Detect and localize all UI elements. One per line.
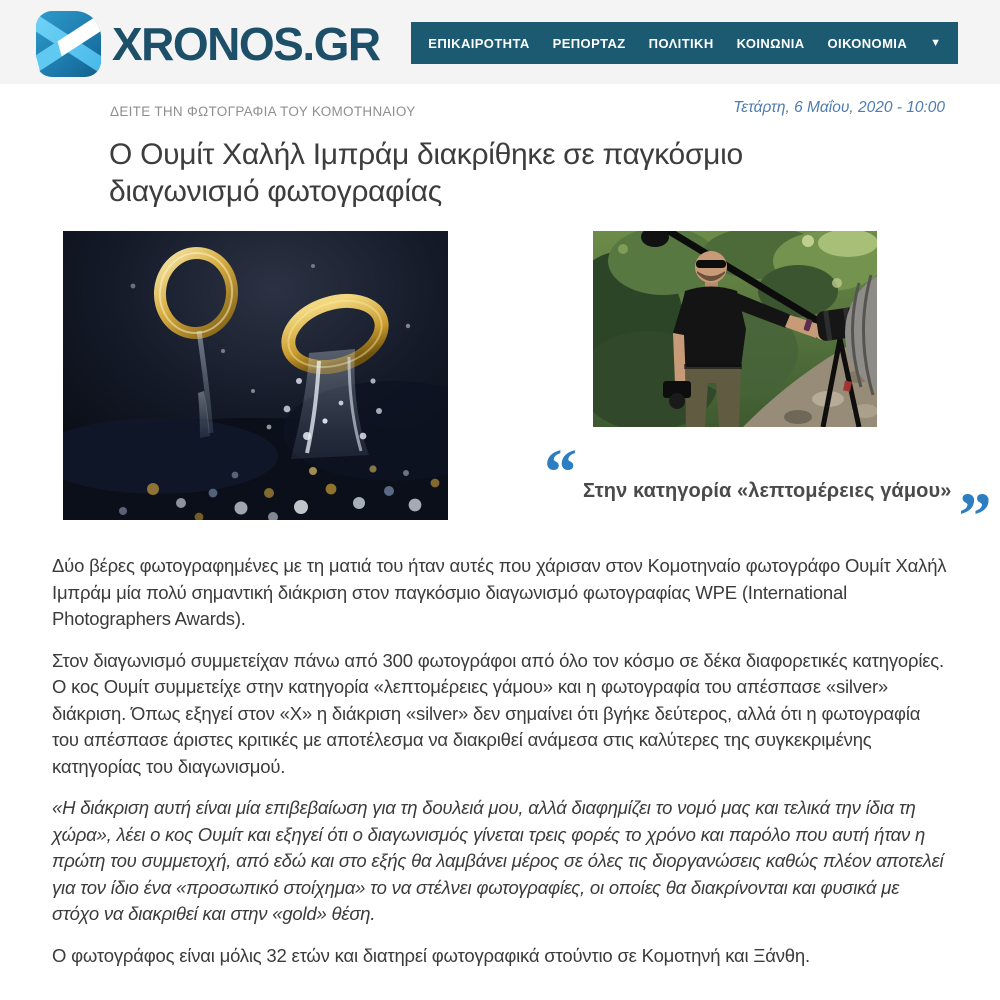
paragraph-3-quote: «Η διάκριση αυτή είναι μία επιβεβαίωση για τη δουλειά μου, αλλά διαφημίζει το νομό μας και τελικά την ίδια τη χώρα», λέει ο κος Ουμίτ και εξηγεί ότι ο διαγωνισμός γίνεται τρεις φορές το χρόνο και παρόλο που αυτή ήταν η πρώτη του συμμετοχή, από εδώ και στο εξής θα λαμβάνει μέρος σε όλες τις διοργανώσεις καθώς πλέον αποτελεί για τον ίδιο ένα «προσωπικό στοίχημα» το να στέλνει φωτογραφίες, οι οποίες θα διακρίνονται και φυσικά με στόχο να διακριθεί και στην «gold» θέση. [52,797,944,924]
close-quote-icon: ” [958,480,992,553]
nav-item-epikairotita[interactable]: ΕΠΙΚΑΙΡΟΤΗΤΑ [428,35,530,51]
article-date: Τετάρτη, 6 Μαΐου, 2020 - 10:00 [733,99,945,116]
article-kicker: ΔΕΙΤΕ ΤΗΝ ΦΩΤΟΓΡΑΦΙΑ ΤΟΥ ΚΟΜΟΤΗΝΑΙΟΥ [110,104,416,119]
paragraph-2: Στον διαγωνισμό συμμετείχαν πάνω από 300 φωτογράφοι από όλο τον κόσμο σε δέκα διαφορετικές κατηγορίες. Ο κος Ουμίτ συμμετείχε στην κατηγορία «λεπτομέρειες γάμου» και η φωτογραφία του απέσπασε «silver» διάκριση. Όπως εξηγεί στον «Χ» η διάκριση «silver» δεν σημαίνει ότι βγήκε δεύτερος, αλλά ότι η φωτογραφία του απέσπασε άριστες κριτικές με αποτέλεσμα να διακριθεί ανάμεσα στις καλύτερες της συγκεκριμένης κατηγορίας του διαγωνισμού. [52,649,944,777]
site-logo[interactable] [36,11,380,77]
paragraph-4: Ο φωτογράφος είναι μόλις 32 ετών και διατηρεί φωτογραφικά στούντιο σε Κομοτηνή και Ξάνθη. [52,944,810,966]
nav-item-oikonomia[interactable]: ΟΙΚΟΝΟΜΙΑ [827,35,908,51]
photographer-illustration [593,231,877,427]
nav-item-koinonia[interactable]: ΚΟΙΝΩΝΙΑ [736,35,805,51]
pull-quote [544,436,992,553]
article-title: Ο Ουμίτ Χαλήλ Ιμπράμ διακρίθηκε σε παγκόσμιο διαγωνισμό φωτογραφίας [109,138,743,208]
wedding-rings-illustration [63,231,448,520]
wedding-rings-photo [63,231,448,520]
open-quote-icon: “ [544,436,577,509]
nav-item-reportaz[interactable]: ΡΕΠΟΡΤΑΖ [552,35,626,51]
main-nav [411,22,958,64]
xronos-logo-icon [36,11,101,77]
logo-text: XRONOS.GR [112,18,380,70]
photographer-photo [593,231,877,427]
chevron-down-icon[interactable]: ▼ [930,36,941,49]
article-body [52,553,950,984]
nav-item-politiki[interactable]: ΠΟΛΙΤΙΚΗ [648,35,714,51]
pull-quote-text: Στην κατηγορία «λεπτομέρειες γάμου» [583,480,952,502]
site-header [0,0,1000,84]
paragraph-1: Δύο βέρες φωτογραφημένες με τη ματιά του ήταν αυτές που χάρισαν στον Κομοτηναίο φωτογράφο Ουμίτ Χαλήλ Ιμπράμ μία πολύ σημαντική διάκριση στον παγκόσμιο διαγωνισμό φωτογραφίας WPE (International Photographers Awards). [52,555,947,629]
article [0,84,1000,1000]
